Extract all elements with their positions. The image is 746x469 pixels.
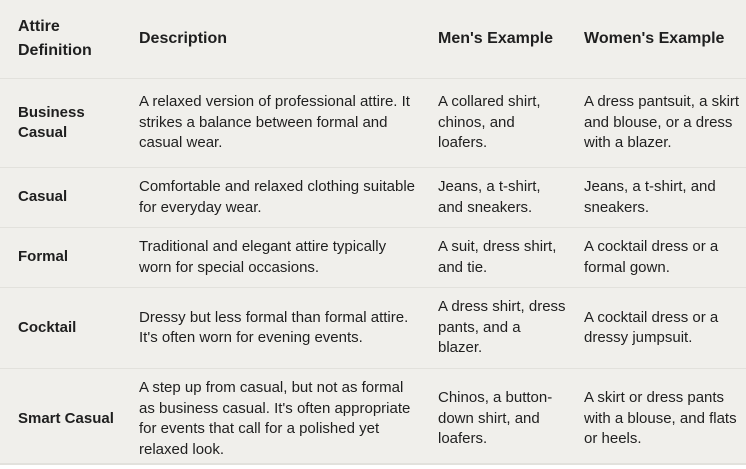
attire-cell: Formal [0, 228, 121, 288]
mens-example-cell: A suit, dress shirt, and tie. [420, 228, 566, 288]
attire-cell: Casual [0, 168, 121, 228]
description-cell: A relaxed version of professional attire. It strikes a balance between formal and casual wear. [121, 79, 420, 168]
description-cell: Comfortable and relaxed clothing suitable for everyday wear. [121, 168, 420, 228]
table-row [0, 228, 746, 288]
description-cell: Traditional and elegant attire typically worn for special occasions. [121, 228, 420, 288]
table-row [0, 168, 746, 228]
table-header-row [0, 0, 746, 79]
attire-cell: Business Casual [0, 79, 121, 168]
header-womens-example: Women's Example [566, 0, 746, 79]
table-row [0, 288, 746, 369]
table-row [0, 79, 746, 168]
womens-example-cell: Jeans, a t-shirt, and sneakers. [566, 168, 746, 228]
table-row [0, 369, 746, 469]
header-mens-example: Men's Example [420, 0, 566, 79]
description-cell: A step up from casual, but not as formal as business casual. It's often appropriate for events that call for a polished yet relaxed look. [121, 369, 420, 469]
womens-example-cell: A skirt or dress pants with a blouse, and flats or heels. [566, 369, 746, 469]
header-description: Description [121, 0, 420, 79]
header-attire-definition: Attire Definition [0, 0, 121, 79]
womens-example-cell: A dress pantsuit, a skirt and blouse, or a dress with a blazer. [566, 79, 746, 168]
attire-cell: Cocktail [0, 288, 121, 369]
attire-cell: Smart Casual [0, 369, 121, 469]
womens-example-cell: A cocktail dress or a dressy jumpsuit. [566, 288, 746, 369]
mens-example-cell: A dress shirt, dress pants, and a blazer. [420, 288, 566, 369]
mens-example-cell: A collared shirt, chinos, and loafers. [420, 79, 566, 168]
description-cell: Dressy but less formal than formal attire. It's often worn for evening events. [121, 288, 420, 369]
mens-example-cell: Jeans, a t-shirt, and sneakers. [420, 168, 566, 228]
womens-example-cell: A cocktail dress or a formal gown. [566, 228, 746, 288]
mens-example-cell: Chinos, a button-down shirt, and loafers. [420, 369, 566, 469]
